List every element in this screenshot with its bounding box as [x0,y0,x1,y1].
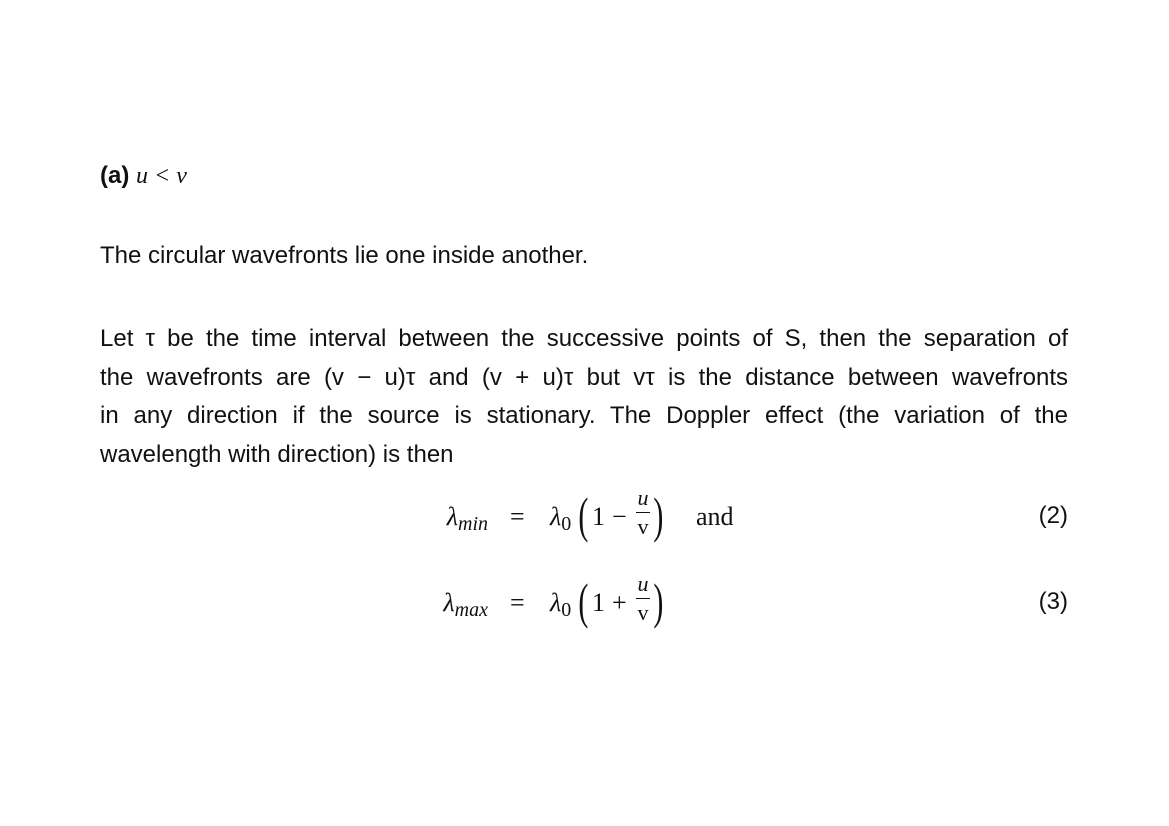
explanation-paragraph [100,320,1068,474]
section-condition: u < v [136,163,187,189]
right-paren: ) [653,573,664,629]
section-label: (a) [100,162,130,189]
equation-lambda-min [100,485,1068,548]
equation-number: (2) [1038,502,1068,529]
document-page [100,0,1068,826]
equation-lhs: λmax [443,588,488,621]
left-paren: ( [578,573,589,629]
statement-text: The circular wavefronts lie one inside another. [100,242,589,269]
one: 1 [592,502,605,531]
operator: − [612,502,627,531]
paragraph-line: wavelength with direction) is then [100,440,454,468]
operator: + [612,588,627,617]
lambda-zero: λ0 [550,588,572,621]
lambda-zero: λ0 [550,502,572,535]
equation-lambda-max [100,571,1068,634]
paragraph-line: the wavefronts are (v − u)τ and (v + u)τ but vτ is the distance between wavefronts [100,363,1068,391]
paragraph-line: in any direction if the source is stationary. The Doppler effect (the variation of the [100,402,1068,429]
right-paren: ) [653,487,664,543]
fraction-u-over-v: u v [637,485,649,539]
and-word: and [696,502,734,531]
left-paren: ( [578,487,589,543]
paragraph-line: Let τ be the time interval between the successive points of S, then the separation of [100,325,1068,352]
equation-lhs: λmin [446,502,488,535]
equals-sign: = [510,502,525,531]
equals-sign: = [510,588,525,617]
section-heading [100,160,187,192]
equation-number: (3) [1038,588,1068,615]
one: 1 [592,588,605,617]
fraction-u-over-v: u v [637,571,649,625]
